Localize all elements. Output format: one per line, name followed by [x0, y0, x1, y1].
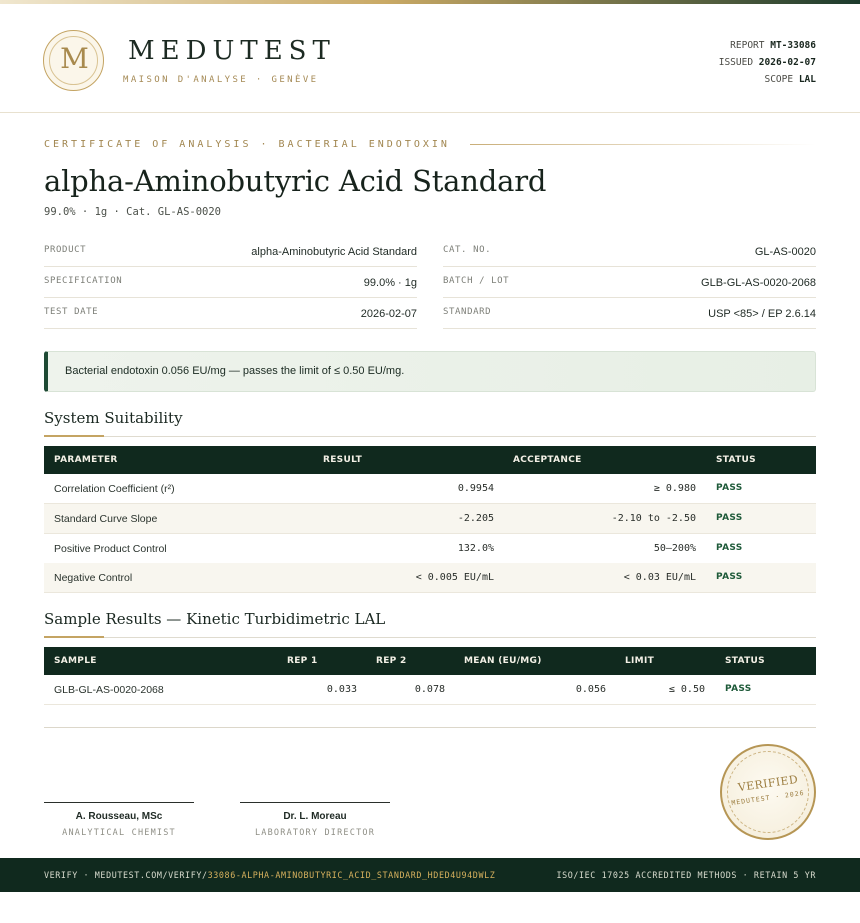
suitability-table-header: PARAMETER RESULT ACCEPTANCE STATUS — [44, 446, 816, 474]
result-banner-text: Bacterial endotoxin 0.056 EU/mg — passes the limit of ≤ 0.50 EU/mg. — [65, 365, 405, 377]
signature-role: LABORATORY DIRECTOR — [254, 828, 376, 838]
section-title-samples: Sample Results — Kinetic Turbidimetric LAL — [44, 610, 386, 628]
status-badge: PASS — [716, 483, 743, 493]
certificate-eyebrow: CERTIFICATE OF ANALYSIS · BACTERIAL ENDOTOXIN — [44, 139, 450, 150]
eyebrow-divider — [470, 144, 816, 145]
result-banner — [44, 351, 816, 392]
report-meta — [719, 37, 816, 88]
brand-name: MEDUTEST — [128, 36, 336, 66]
signature-role: ANALYTICAL CHEMIST — [62, 828, 176, 838]
detail-product: PRODUCT alpha-Aminobutyric Acid Standard — [44, 236, 417, 267]
footer-bar — [0, 858, 860, 892]
letterhead — [0, 4, 860, 113]
scope: SCOPE LAL — [764, 74, 816, 85]
status-badge: PASS — [716, 572, 743, 582]
signature-name: A. Rousseau, MSc — [75, 811, 163, 822]
detail-standard: STANDARD USP <85> / EP 2.6.14 — [443, 298, 816, 329]
table-row: Negative Control < 0.005 EU/mL < 0.03 EU/mL PASS — [44, 563, 816, 593]
logo-emblem — [43, 30, 104, 91]
verified-seal — [720, 744, 816, 840]
section-accent — [44, 636, 104, 638]
status-badge: PASS — [716, 513, 743, 523]
brand-tagline: MAISON D'ANALYSE · GENÈVE — [123, 75, 319, 85]
table-row: Positive Product Control 132.0% 50–200% PASS — [44, 534, 816, 564]
detail-cat-no: CAT. NO. GL-AS-0020 — [443, 236, 816, 267]
table-row: GLB-GL-AS-0020-2068 0.033 0.078 0.056 ≤ 0.50 PASS — [44, 675, 816, 705]
table-row: Standard Curve Slope -2.205 -2.10 to -2.50 PASS — [44, 504, 816, 534]
section-divider — [44, 637, 816, 638]
signature-line — [240, 802, 390, 803]
seal-text: VERIFIED — [737, 772, 799, 795]
section-divider — [44, 436, 816, 437]
section-accent — [44, 435, 104, 437]
status-badge: PASS — [725, 684, 752, 694]
logo-letter: M — [60, 42, 89, 75]
status-badge: PASS — [716, 543, 743, 553]
report-number: REPORT MT-33086 — [730, 40, 816, 51]
signature-divider — [44, 727, 816, 728]
detail-test-date: TEST DATE 2026-02-07 — [44, 298, 417, 329]
verify-link[interactable]: VERIFY · MEDUTEST.COM/VERIFY/33086-ALPHA-AMINOBUTYRIC_ACID_STANDARD_HDED4U94DWLZ — [44, 870, 496, 880]
issued-date: ISSUED 2026-02-07 — [718, 57, 816, 68]
signature-line — [44, 802, 194, 803]
section-title-suitability: System Suitability — [44, 409, 183, 427]
seal-subtext: MEDUTEST · 2026 — [730, 788, 806, 808]
samples-table-header: SAMPLE REP 1 REP 2 MEAN (EU/MG) LIMIT STATUS — [44, 647, 816, 675]
detail-specification: SPECIFICATION 99.0% · 1g — [44, 267, 417, 298]
detail-batch-lot: BATCH / LOT GLB-GL-AS-0020-2068 — [443, 267, 816, 298]
signature-name: Dr. L. Moreau — [283, 811, 347, 822]
page-title: alpha-Aminobutyric Acid Standard — [44, 164, 547, 198]
footer-accreditation: ISO/IEC 17025 ACCREDITED METHODS · RETAIN 5 YR — [556, 870, 816, 880]
table-row: Correlation Coefficient (r²) 0.9954 ≥ 0.980 PASS — [44, 474, 816, 504]
verify-code: 33086-ALPHA-AMINOBUTYRIC_ACID_STANDARD_HDED4U94DWLZ — [207, 870, 496, 880]
page-subtitle: 99.0% · 1g · Cat. GL-AS-0020 — [44, 206, 222, 218]
